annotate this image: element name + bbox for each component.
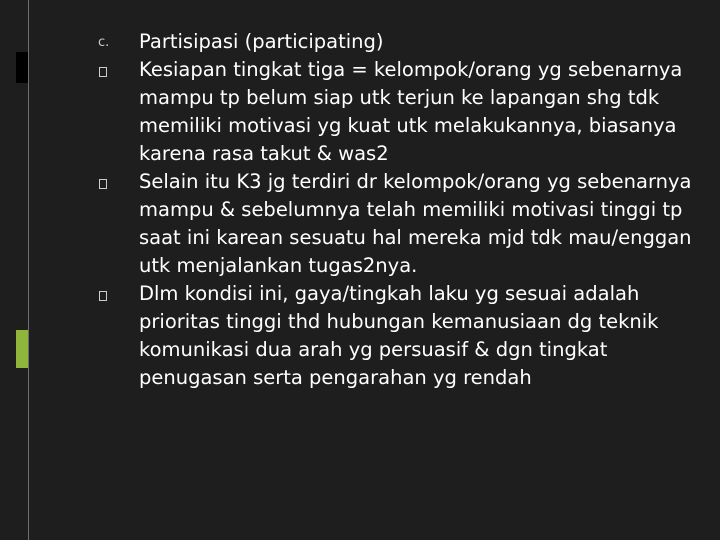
list-item [98, 28, 710, 56]
square-bullet-icon [99, 179, 107, 189]
list-item [98, 280, 710, 392]
slide-content [98, 28, 710, 392]
list-marker [98, 280, 107, 308]
list-item [98, 56, 710, 168]
left-accent-bar-dark [16, 52, 28, 83]
list-marker [98, 56, 107, 84]
square-bullet-icon [99, 67, 107, 77]
list-marker-letter: c. [98, 34, 110, 50]
list-item-text: Kesiapan tingkat tiga = kelompok/orang yg sebenarnya mampu tp belum siap utk terjun ke lapangan shg tdk memiliki motivasi yg kuat utk melakukannya, biasanya karena rasa takut & was2 [139, 58, 683, 165]
list-item-text: Selain itu K3 jg terdiri dr kelompok/orang yg sebenarnya mampu & sebelumnya telah memiliki motivasi tinggi tp saat ini karean sesuatu hal mereka mjd tdk mau/enggan utk menjalankan tugas2nya. [139, 170, 692, 277]
list-item-text: Dlm kondisi ini, gaya/tingkah laku yg sesuai adalah prioritas tinggi thd hubungan kemanusiaan dg teknik komunikasi dua arah yg persuasif & dgn tingkat penugasan serta pengarahan yg rendah [139, 282, 659, 389]
list-item-text: Partisipasi (participating) [139, 30, 384, 53]
left-accent-bar-green [16, 330, 28, 368]
square-bullet-icon [99, 291, 107, 301]
list-marker [98, 168, 107, 196]
list-marker [98, 28, 109, 56]
list-item [98, 168, 710, 280]
vertical-divider [28, 0, 29, 540]
